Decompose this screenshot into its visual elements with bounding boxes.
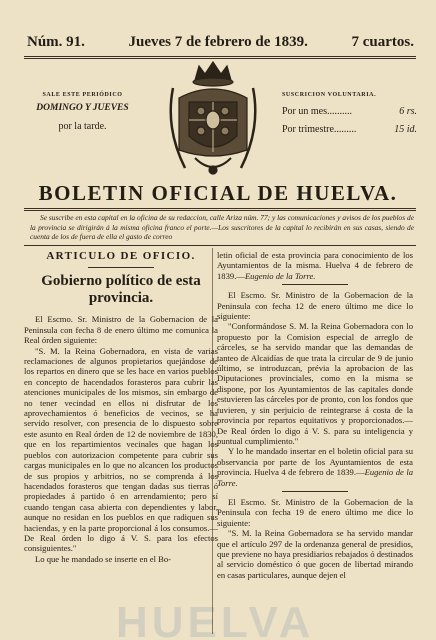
paragraph: "S. M. la Reina Gobernadora, en vista de varias reclamaciones de algunos propietarios quejándose de los repartos en dinero que se les hace en varios pueblos en concepto de hacendados forasteros para cubrir las atenciones municipales de los mismos, sin embargo de no tener vecindad en ellos ni disfrutar de los aprovechamientos ó beneficios de vecinos, se ha servido resolver, con presencia de lo dispuesto sobre este asunto en Real órden de 12 de noviembre de 1830, que en los repartimientos vecinales que hagan los pueblos con autorizacion competente para cubrir sus cargas municipales en lo que no alcancen los productos de sus propios y arbitrios, no se comprenda á los hacendados forasteros que tengan dadas sus tierras ó propiedades á partido ó en arrendamiento; pero sí cuando tengan casa abierta con dependientes y labor, aunque no residan en los pueblos en que radiquen sus haciendas, y en la parte proporcional á los consumos.—De Real órden lo digo á V. S. para los efectos consiguientes." (24, 345, 218, 554)
masthead (27, 34, 414, 52)
paragraph: "S. M. la Reina Gobernadora se ha servido mandar que el artículo 297 de la ordenanza general de presidios, que previene no haya presidiarios rebajados ó destinados al servicio doméstico ó que gocen de libertad mirando en casas particulares, aunque dejen el (217, 528, 413, 580)
paragraph-text: Y lo he mandado insertar en el boletin oficial para su observancia por parte de los Ayuntamientos de esta provincia. Huelva 4 de febrero de 1839.— (217, 446, 413, 478)
section-rule (88, 267, 154, 268)
paragraph: El Escmo. Sr. Ministro de la Gobernacion de la Peninsula con fecha 8 de enero último me comunica la Real órden siguiente: (24, 314, 218, 346)
signature: Eugenio de la Torre. (244, 270, 316, 281)
paragraph: Lo que he mandado se inserte en el Bo- (35, 553, 172, 564)
price-month-value: 6 rs. (399, 106, 417, 117)
title-rule (24, 208, 416, 211)
paragraph-rule (282, 491, 348, 492)
price-month-label: Por un mes.......... (282, 106, 352, 117)
library-watermark: HUELVA (116, 598, 315, 640)
issue-number: Núm. 91. (27, 34, 85, 50)
price-quarter-value: 15 id. (394, 124, 417, 135)
article-heading: Gobierno político de esta provincia. (41, 273, 201, 307)
publication-schedule (20, 92, 145, 132)
section-heading: ARTICULO DE OFICIO. (46, 250, 196, 262)
issue-date: Jueves 7 de febrero de 1839. (128, 34, 308, 50)
price-month-row (282, 106, 417, 117)
left-column (24, 250, 218, 640)
right-column (217, 250, 413, 640)
schedule-days: DOMINGO Y JUEVES (36, 103, 129, 113)
paragraph-rule (282, 284, 348, 285)
subscription-caption: SUSCRICION VOLUNTARIA. (282, 92, 377, 98)
subscription-prices (282, 92, 417, 135)
paragraph: El Escmo. Sr. Ministro de la Gobernacion de la Peninsula con fecha 12 de enero último me dice lo siguiente: (217, 290, 413, 322)
issue-price: 7 cuartos. (351, 34, 414, 50)
subscription-notice: Se suscribe en esta capital en la oficina de su redaccion, calle Ariza núm. 77; y las comunicaciones y avisos de los pueblos de la provincia se dirigirán á la misma oficina franco el porte.—Los suscritores de la capital lo recibirán en sus casas, siendo de cuenta de los de fuera de ella el gasto de correo (30, 213, 414, 242)
paragraph (217, 446, 413, 488)
newspaper-title: BOLETIN OFICIAL DE HUELVA. (38, 181, 398, 205)
royal-crest-emblem (165, 58, 261, 180)
notice-rule (24, 245, 416, 246)
price-quarter-row (282, 124, 417, 135)
schedule-caption: SALE ESTE PERIÓDICO (42, 92, 123, 98)
signature: Eugenio de la Torre. (217, 467, 413, 488)
paragraph-text: letin oficial de esta provincia para conocimiento de los Ayuntamientos de la misma. Huelva 4 de febrero de 1839.— (217, 250, 413, 281)
paragraph: "Conformándose S. M. la Reina Gobernadora con lo propuesto por la Comision especial de arreglo de cárceles, se ha servido mandar que las demandas de tanteo de Alcaidías de que trata la circular de 9 de junio último, se introduzcan, prévia la aprobacion de las Diputaciones provinciales, como en la misma se dispone, por los Ayuntamientos de las capitales donde estuvieren las cárceles por de pronto, con los fondos que tuvieren, y sin perjuicio de reintegrarse á costa de la provincia por repartos equitativos y proporcionados.—De Real órden lo digo á V. S. para su inteligencia y puntual cumplimiento." (217, 321, 413, 446)
price-quarter-label: Por trimestre......... (282, 124, 357, 135)
schedule-time: por la tarde. (58, 121, 107, 132)
paragraph: El Escmo. Sr. Ministro de la Gobernacion de la Peninsula con fecha 19 de enero último me dice lo siguiente: (217, 496, 413, 528)
paragraph (217, 250, 413, 281)
